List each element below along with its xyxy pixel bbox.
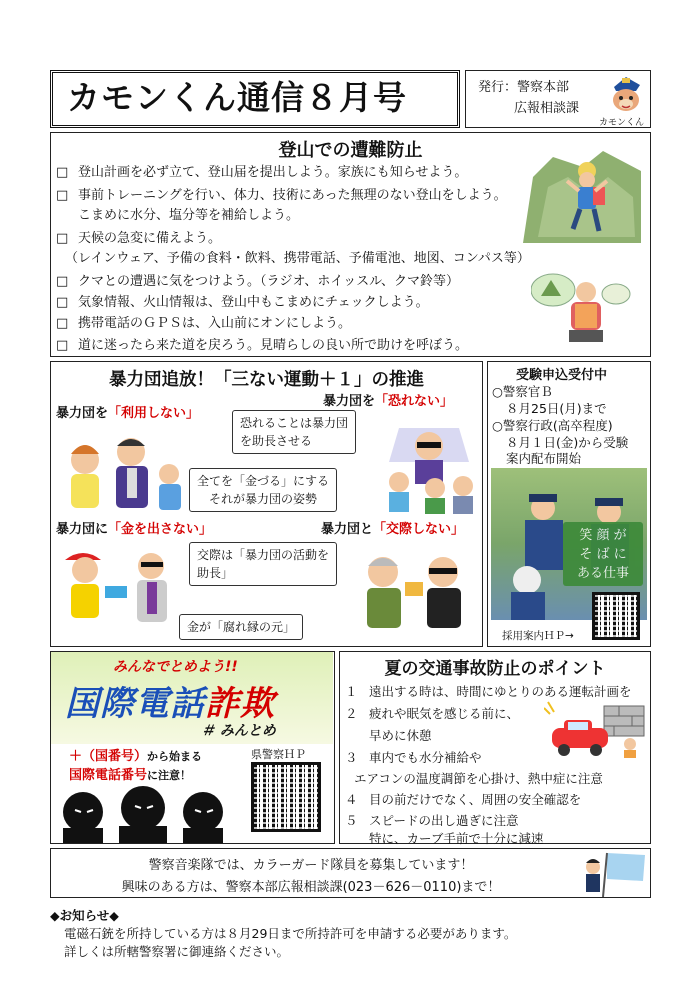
traffic-safety-section	[339, 651, 651, 844]
car-accident-illustration	[544, 700, 648, 758]
gang-use-illustration	[61, 424, 186, 514]
fraudster-silhouettes-icon	[53, 784, 233, 844]
speech-bubble-money-source: 全てを「金づる」にする それが暴力団の姿勢	[189, 468, 337, 512]
photo-caption-box	[563, 522, 643, 586]
gang-association-illustration	[351, 542, 476, 634]
kamon-mascot-icon	[606, 73, 646, 115]
lost-hiker-illustration	[531, 268, 631, 346]
mountain-item-continued: こまめに水分、塩分等を補給しよう。	[78, 208, 300, 223]
recruit-item-admin: ○警察行政(高卒程度)	[492, 418, 613, 433]
traffic-point-1: １ 遠出する時は、時間にゆとりのある運転計画を	[345, 684, 632, 699]
fraud-headline: 国際電話詐欺	[65, 684, 275, 724]
fraud-catchphrase: みんなでとめよう!!	[113, 659, 238, 675]
traffic-point-3-cont: エアコンの温度調節を心掛け、熱中症に注意	[354, 771, 603, 786]
mascot-label: カモンくん	[599, 118, 645, 128]
prefectural-police-hp-label: 県警察ＨＰ	[251, 748, 306, 761]
anti-gang-subheading-money: 暴力団に「金を出さない」	[56, 522, 213, 537]
anti-gang-subheading-association: 暴力団と「交際しない」	[321, 522, 465, 537]
fraud-hashtag: ＃ みんとめ	[201, 723, 276, 739]
recruit-admin-date: ８月１日(金)から受験	[506, 435, 629, 450]
mountain-item: □ クマとの遭遇に気をつけよう。（ラジオ、ホイッスル、クマ鈴等）	[56, 274, 460, 289]
mountain-section-title: 登山での遭難防止	[278, 140, 423, 161]
recruit-admin-date-cont: 案内配布開始	[506, 451, 582, 466]
fraud-warning-1: ＋（国番号）から始まる	[69, 749, 203, 764]
recruit-hp-label: 採用案内ＨＰ→	[502, 630, 574, 642]
police-hp-qr-code[interactable]	[251, 762, 321, 832]
notice-line-2: 詳しくは所轄警察署に御連絡ください。	[64, 944, 290, 959]
fraud-warning-2: 国際電話番号に注意！	[69, 768, 192, 783]
mountain-item-continued: （レインウェア、予備の食料・飲料、携帯電話、予備電池、地図、コンパス等）	[65, 251, 530, 266]
traffic-point-4: ４ 目の前だけでなく、周囲の安全確認を	[345, 792, 582, 807]
traffic-point-2-cont: 早めに休憩	[369, 728, 432, 743]
traffic-point-5: ５ スピードの出し過ぎに注意	[345, 813, 519, 828]
anti-gang-section-title: 暴力団追放！「三ない運動＋１」の推進	[109, 370, 424, 390]
notice-line-1: 電磁石銃を所持している方は８月29日まで所持許可を申請する必要があります。	[64, 926, 517, 941]
band-notice-line-2: 興味のある方は、警察本部広報相談課(023－626－0110)まで！	[121, 880, 501, 895]
mountain-item: □ 天候の急変に備えよう。	[56, 231, 222, 246]
anti-gang-subheading-use: 暴力団を「利用しない」	[56, 406, 200, 421]
recruit-item-officer: ○警察官Ｂ	[492, 384, 553, 399]
intl-call-fraud-section	[50, 651, 335, 844]
newsletter-title-box	[50, 70, 460, 128]
anti-gang-subheading-fear: 暴力団を「恐れない」	[323, 394, 454, 409]
mountain-item: □ 道に迷ったら来た道を戻ろう。見晴らしの良い所で助けを呼ぼう。	[56, 338, 469, 353]
mountain-item: □ 携帯電話のＧＰＳは、入山前にオンにしよう。	[56, 316, 352, 331]
anti-gang-section	[50, 361, 483, 647]
traffic-point-3: ３ 車内でも水分補給や	[345, 750, 482, 765]
recruit-title: 受験申込受付中	[516, 368, 608, 383]
mountain-safety-section	[50, 132, 651, 357]
photo-caption-line: そ ば に	[579, 547, 627, 562]
speech-bubble-fear: 恐れることは暴力団 を助長させる	[232, 410, 356, 454]
speech-bubble-association: 交際は「暴力団の活動を 助長」	[189, 542, 337, 586]
recruit-qr-code[interactable]	[592, 592, 640, 640]
traffic-section-title: 夏の交通事故防止のポイント	[384, 659, 606, 679]
photo-caption-line: ある仕事	[576, 566, 629, 581]
traffic-point-2: ２ 疲れや眠気を感じる前に、	[345, 706, 520, 721]
notice-title: ◆お知らせ◆	[50, 908, 119, 923]
band-notice-line-1: 警察音楽隊では、カラーガード隊員を募集しています！	[148, 858, 474, 873]
newsletter-title: カモンくん通信８月号	[67, 78, 407, 117]
mountain-item: □ 登山計画を必ず立て、登山届を提出しよう。家族にも知らせよう。	[56, 165, 468, 180]
color-guard-flag-illustration	[581, 851, 647, 897]
speech-bubble-rotten-ties: 金が「腐れ縁の元」	[179, 614, 303, 640]
issuer-line-1: 発行：警察本部	[478, 80, 570, 95]
gang-money-illustration	[61, 542, 186, 632]
climber-illustration	[523, 147, 641, 243]
issuer-box	[465, 70, 651, 128]
recruit-officer-deadline: ８月25日(月)まで	[506, 401, 607, 416]
traffic-point-5-cont: 特に、カーブ手前で十分に減速	[369, 831, 544, 846]
gang-fear-illustration	[379, 422, 479, 514]
recruitment-section	[487, 361, 651, 647]
photo-caption-line: 笑 顔 が	[579, 528, 627, 543]
mountain-item: □ 事前トレーニングを行い、体力、技術にあった無理のない登山をしよう。	[56, 188, 507, 203]
issuer-line-2: 広報相談課	[514, 101, 580, 116]
police-band-notice	[50, 848, 651, 898]
mountain-item: □ 気象情報、火山情報は、登山中もこまめにチェックしよう。	[56, 295, 429, 310]
